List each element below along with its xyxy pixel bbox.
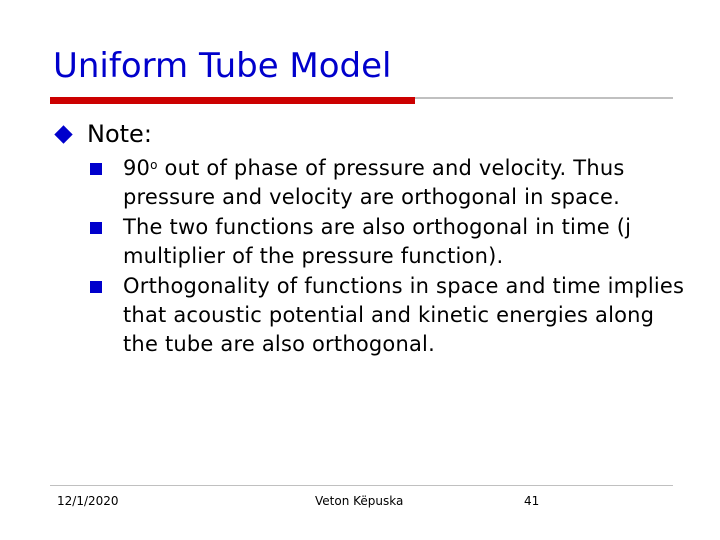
square-bullet-icon — [90, 222, 102, 234]
square-bullet-icon — [90, 281, 102, 293]
title-divider-line — [415, 97, 673, 99]
footer-page-number: 41 — [524, 494, 540, 508]
square-bullet-icon — [90, 163, 102, 175]
slide-title: Uniform Tube Model — [53, 46, 392, 86]
sub-bullet-text: out of phase of pressure and velocity. Thus pressure and velocity are orthogonal in space. — [123, 156, 625, 210]
bullet-note — [55, 120, 152, 148]
footer-author: Veton Këpuska — [315, 494, 404, 508]
sub-bullet-text: Orthogonality of functions in space and time implies that acoustic potential and kinetic energies along the tube are also orthogonal. — [123, 273, 685, 357]
sub-bullet-item — [90, 213, 690, 272]
sub-bullet-list — [90, 154, 690, 360]
bullet-note-label: Note: — [87, 120, 152, 148]
degree-number: 90 — [123, 156, 151, 180]
footer-divider-line — [50, 485, 673, 486]
footer-date: 12/1/2020 — [57, 494, 119, 508]
degree-symbol: o — [150, 158, 158, 172]
sub-bullet-item — [90, 154, 690, 213]
title-accent-bar — [50, 97, 415, 104]
diamond-bullet-icon — [54, 125, 72, 143]
sub-bullet-text: The two functions are also orthogonal in time (j multiplier of the pressure function). — [123, 214, 632, 269]
sub-bullet-item — [90, 272, 690, 360]
